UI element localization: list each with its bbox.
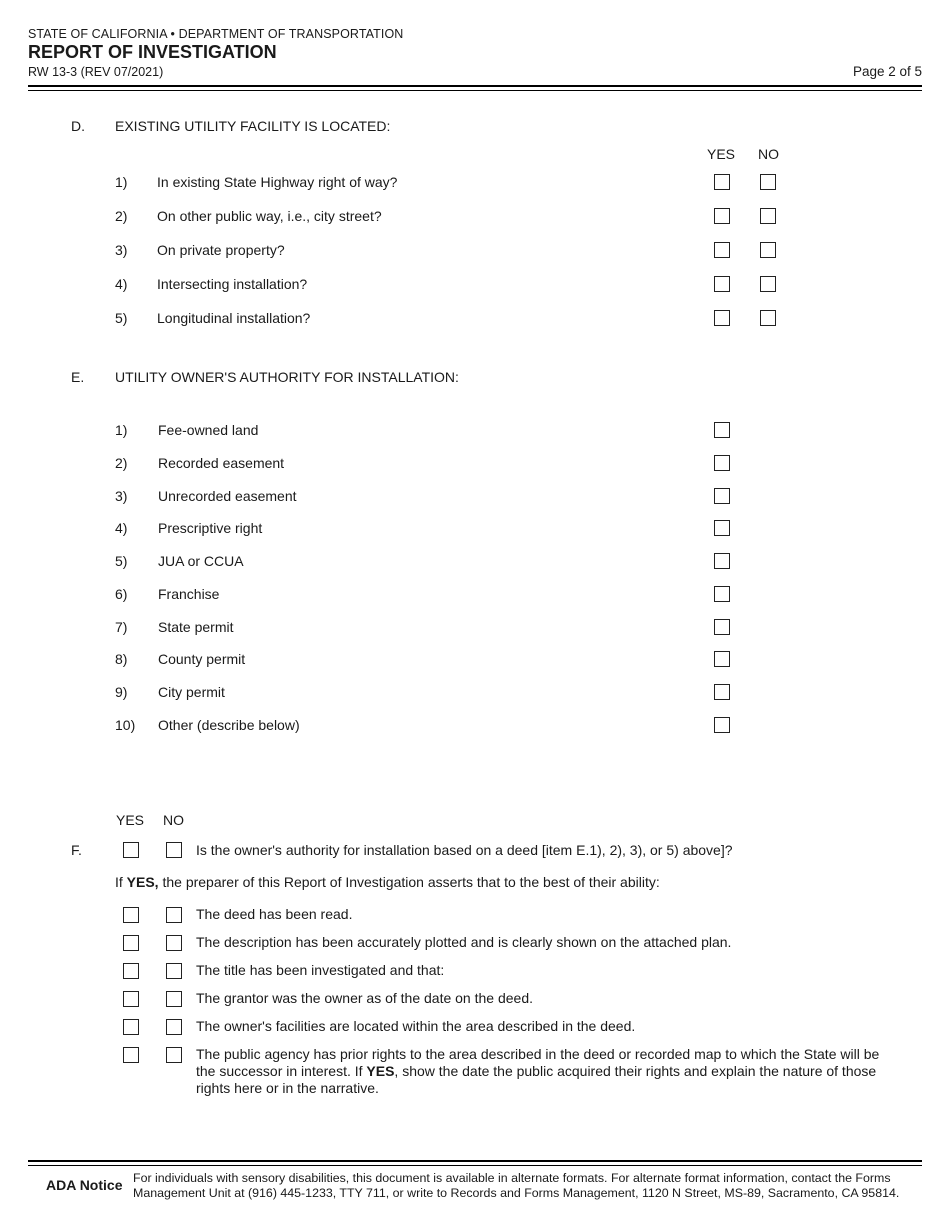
assertion-yes-checkbox[interactable] xyxy=(123,991,139,1007)
assertion-no-checkbox[interactable] xyxy=(166,935,182,951)
authority-checkbox[interactable] xyxy=(714,619,730,635)
section-e-letter: E. xyxy=(71,369,85,385)
ada-notice-label: ADA Notice xyxy=(46,1177,123,1193)
assertion-text: The public agency has prior rights to the area described in the deed or recorded map to which the State will be the successor in interest. If YES, show the date the public acquired their rights and explain the nature of those rights here or in the narrative. xyxy=(196,1046,880,1096)
item-label: City permit xyxy=(158,684,225,700)
footer-rule-thick xyxy=(28,1160,922,1162)
item-number: 5) xyxy=(115,553,128,569)
item-label: Prescriptive right xyxy=(158,520,263,536)
page-title: REPORT OF INVESTIGATION xyxy=(28,42,277,62)
yes-checkbox[interactable] xyxy=(714,242,730,258)
item-label: On other public way, i.e., city street? xyxy=(157,208,382,224)
deed-no-checkbox[interactable] xyxy=(166,842,182,858)
form-number: RW 13-3 (REV 07/2021) xyxy=(28,65,164,79)
assertion-yes-bold: YES xyxy=(366,1063,395,1079)
item-number: 1) xyxy=(115,174,128,190)
header-rule-thick xyxy=(28,85,922,87)
deed-question: Is the owner's authority for installation based on a deed [item E.1), 2), 3), or 5) above]? xyxy=(196,842,733,858)
authority-checkbox[interactable] xyxy=(714,717,730,733)
item-number: 3) xyxy=(115,242,128,258)
no-checkbox[interactable] xyxy=(760,174,776,190)
item-number: 4) xyxy=(115,520,128,536)
yes-checkbox[interactable] xyxy=(714,276,730,292)
authority-checkbox[interactable] xyxy=(714,488,730,504)
item-number: 3) xyxy=(115,488,128,504)
assertion-yes-checkbox[interactable] xyxy=(123,1019,139,1035)
item-number: 5) xyxy=(115,310,128,326)
item-number: 1) xyxy=(115,422,128,438)
item-label: State permit xyxy=(158,619,234,635)
assertion-yes-checkbox[interactable] xyxy=(123,907,139,923)
item-number: 2) xyxy=(115,455,128,471)
item-label: Recorded easement xyxy=(158,455,285,471)
item-label: In existing State Highway right of way? xyxy=(157,174,398,190)
item-number: 10) xyxy=(115,717,136,733)
if-yes-statement: If YES, the preparer of this Report of Investigation asserts that to the best of their ability: xyxy=(115,874,660,890)
assertion-no-checkbox[interactable] xyxy=(166,1019,182,1035)
agency-line: STATE OF CALIFORNIA • DEPARTMENT OF TRANSPORTATION xyxy=(28,27,404,41)
item-label: Unrecorded easement xyxy=(158,488,297,504)
section-d-title: EXISTING UTILITY FACILITY IS LOCATED: xyxy=(115,118,391,134)
item-label: Longitudinal installation? xyxy=(157,310,311,326)
item-number: 4) xyxy=(115,276,128,292)
assertion-text: The description has been accurately plotted and is clearly shown on the attached plan. xyxy=(196,934,732,950)
authority-checkbox[interactable] xyxy=(714,455,730,471)
authority-checkbox[interactable] xyxy=(714,520,730,536)
section-f-letter: F. xyxy=(71,842,82,858)
item-number: 2) xyxy=(115,208,128,224)
assertion-text: The title has been investigated and that: xyxy=(196,962,445,978)
yes-checkbox[interactable] xyxy=(714,174,730,190)
item-label: County permit xyxy=(158,651,246,667)
section-e-title: UTILITY OWNER'S AUTHORITY FOR INSTALLATION: xyxy=(115,369,459,385)
ada-notice-text: For individuals with sensory disabilities, this document is available in alternate formats. For alternate format information, contact the Forms Management Unit at (916) 445-1233, TTY 711, or write to Records and Forms Management, 1120 N Street, MS-89, Sacramento, CA 95814. xyxy=(133,1171,900,1200)
item-label: On private property? xyxy=(157,242,285,258)
assertion-text: The grantor was the owner as of the date on the deed. xyxy=(196,990,533,1006)
section-d-letter: D. xyxy=(71,118,85,134)
authority-checkbox[interactable] xyxy=(714,684,730,700)
no-checkbox[interactable] xyxy=(760,208,776,224)
authority-checkbox[interactable] xyxy=(714,553,730,569)
assertion-no-checkbox[interactable] xyxy=(166,907,182,923)
assertion-no-checkbox[interactable] xyxy=(166,991,182,1007)
deed-yes-checkbox[interactable] xyxy=(123,842,139,858)
if-yes-bold: YES, xyxy=(126,874,159,890)
item-label: Fee-owned land xyxy=(158,422,259,438)
section-d-no-header: NO xyxy=(758,146,779,162)
item-label: Other (describe below) xyxy=(158,717,300,733)
no-checkbox[interactable] xyxy=(760,276,776,292)
authority-checkbox[interactable] xyxy=(714,651,730,667)
assertion-text: The deed has been read. xyxy=(196,906,353,922)
header-rule-thin xyxy=(28,90,922,91)
assertion-yes-checkbox[interactable] xyxy=(123,963,139,979)
section-d-yes-header: YES xyxy=(707,146,736,162)
item-label: Franchise xyxy=(158,586,220,602)
item-number: 8) xyxy=(115,651,128,667)
assertion-text: The owner's facilities are located within the area described in the deed. xyxy=(196,1018,636,1034)
no-checkbox[interactable] xyxy=(760,242,776,258)
item-number: 9) xyxy=(115,684,128,700)
footer-rule-thin xyxy=(28,1165,922,1166)
section-f-no-header: NO xyxy=(163,812,184,828)
item-label: JUA or CCUA xyxy=(158,553,244,569)
authority-checkbox[interactable] xyxy=(714,586,730,602)
authority-checkbox[interactable] xyxy=(714,422,730,438)
assertion-yes-checkbox[interactable] xyxy=(123,1047,139,1063)
item-label: Intersecting installation? xyxy=(157,276,308,292)
assertion-no-checkbox[interactable] xyxy=(166,1047,182,1063)
section-f-yes-header: YES xyxy=(116,812,145,828)
yes-checkbox[interactable] xyxy=(714,310,730,326)
item-number: 6) xyxy=(115,586,128,602)
assertion-yes-checkbox[interactable] xyxy=(123,935,139,951)
item-number: 7) xyxy=(115,619,128,635)
no-checkbox[interactable] xyxy=(760,310,776,326)
page-indicator: Page 2 of 5 xyxy=(852,64,922,79)
yes-checkbox[interactable] xyxy=(714,208,730,224)
assertion-no-checkbox[interactable] xyxy=(166,963,182,979)
